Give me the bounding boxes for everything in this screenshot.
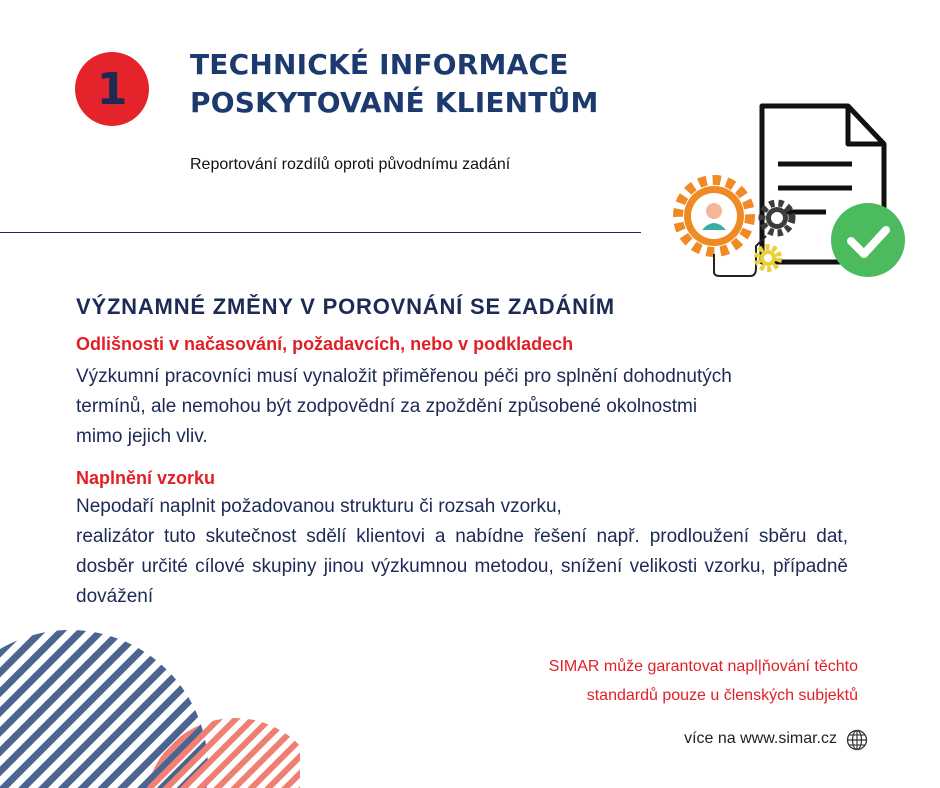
block-text-timing xyxy=(76,362,848,452)
section-title: VÝZNAMNÉ ZMĚNY V POROVNÁNÍ SE ZADÁNÍM xyxy=(76,294,615,319)
step-number-badge xyxy=(75,52,149,126)
header-divider xyxy=(0,232,641,233)
text-paragraph: realizátor tuto skutečnost sdělí klientovi a nabídne řešení např. prodloužení sběru dat, dosběr určité cílové skupiny jinou výzkumnou metodou, snížení velikosti vzorku, případně dovážení xyxy=(76,526,848,607)
block-heading-sample: Naplnění vzorku xyxy=(76,468,216,488)
block-text-sample xyxy=(76,492,848,612)
page-title xyxy=(190,46,599,122)
note-line-1: SIMAR může garantovat napl|ňování těchto xyxy=(548,658,858,675)
text-line: mimo jejich vliv. xyxy=(76,426,208,447)
text-line: Nepodaří naplnit požadovanou strukturu či rozsah vzorku, xyxy=(76,496,562,517)
decorative-stripes xyxy=(0,628,300,788)
note-line-2: standardů pouze u členských subjektů xyxy=(586,687,858,704)
page-title-line-2: POSKYTOVANÉ KLIENTŮM xyxy=(190,86,599,119)
document-gears-checkmark-icon xyxy=(670,96,910,286)
page-subtitle: Reportování rozdílů oproti původnímu zadání xyxy=(190,156,511,173)
step-number: 1 xyxy=(96,64,128,115)
text-line: termínů, ale nemohou být zodpovědní za zpoždění způsobené okolnostmi xyxy=(76,396,698,417)
text-line: Výzkumní pracovníci musí vynaložit přiměřenou péči pro splnění dohodnutých xyxy=(76,366,732,387)
block-heading-timing: Odlišnosti v načasování, požadavcích, nebo v podkladech xyxy=(76,334,574,354)
website-link[interactable]: více na www.simar.cz xyxy=(684,730,837,747)
globe-icon xyxy=(846,729,868,751)
page-title-line-1: TECHNICKÉ INFORMACE xyxy=(190,48,569,81)
membership-note xyxy=(549,652,858,710)
